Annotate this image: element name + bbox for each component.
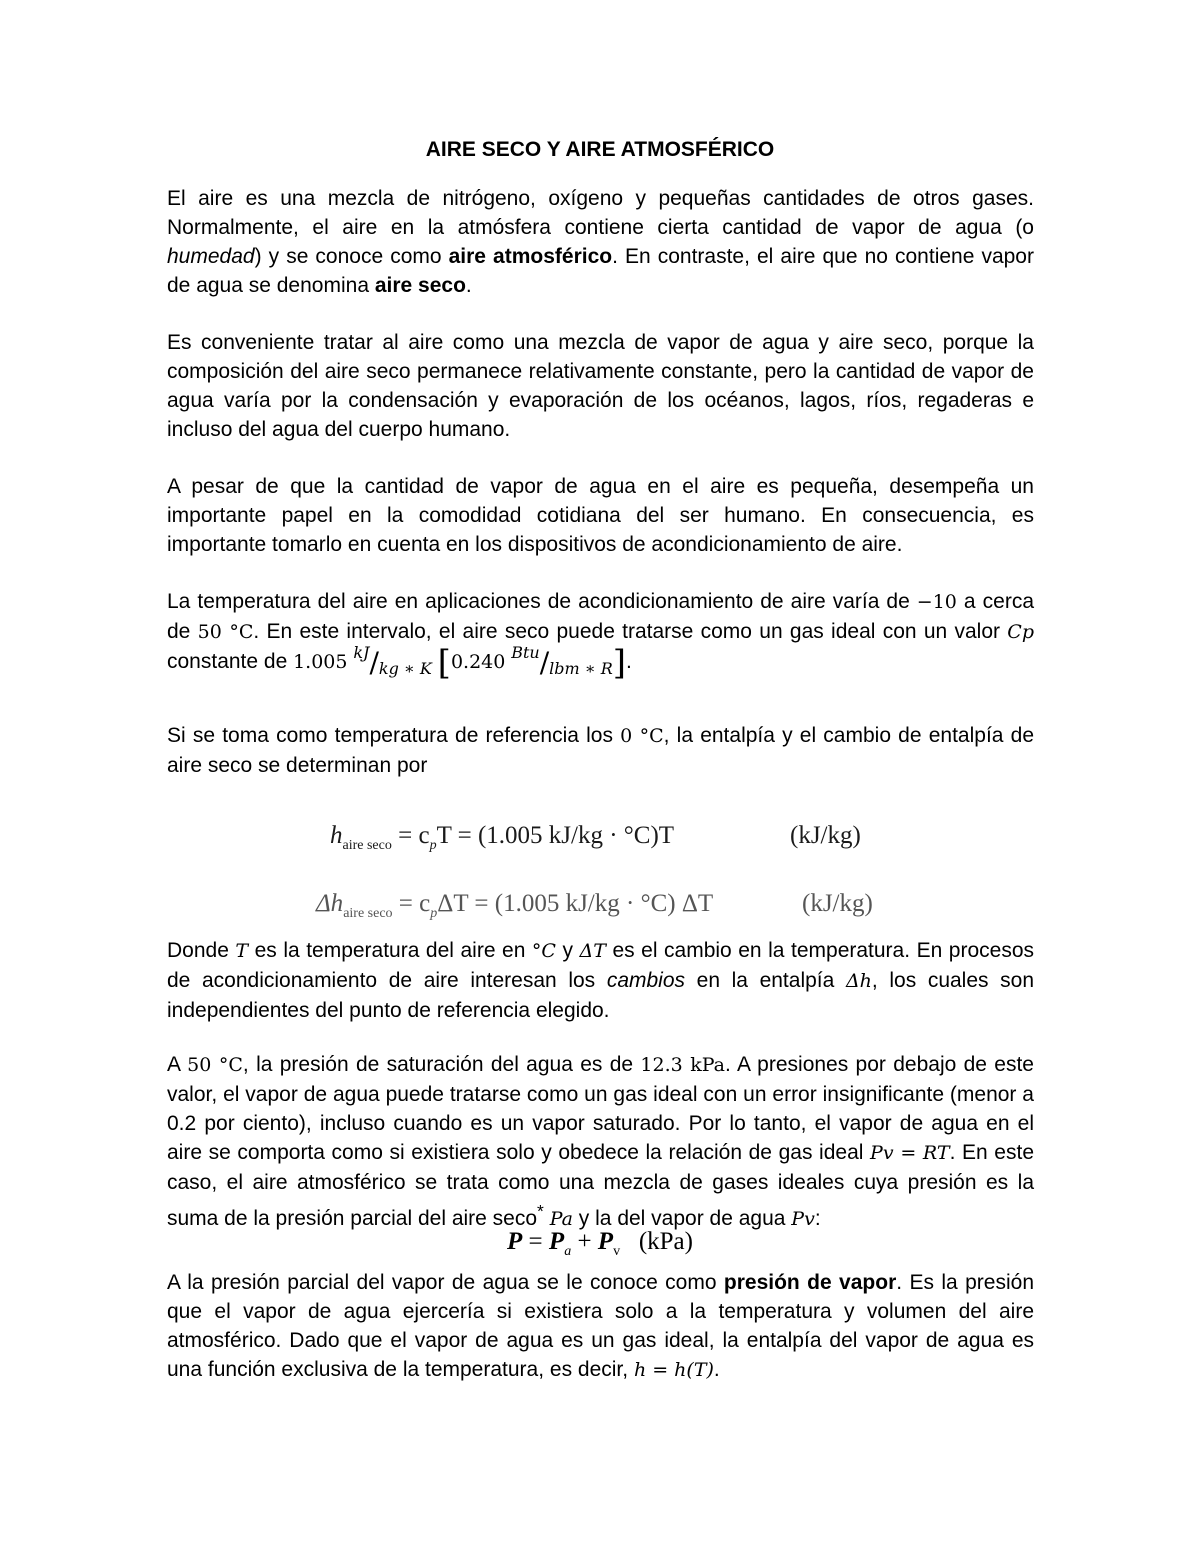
fraction-numerator: kJ — [353, 643, 370, 662]
eq-rhs-subscript: p — [429, 838, 437, 853]
text: . A presiones por debajo de este valor, el vapor de agua puede tratarse como un gas ideal con un error insignificante (menor a 0.2 por ciento), incluso cuando es un vapor saturado. Por lo tanto, el vapor de agua en el aire se comporta como si existiera solo y obedece la relación de gas ideal — [167, 1053, 1034, 1164]
text: y la del vapor de agua — [572, 1207, 792, 1230]
math-zero-celsius: 0 °C — [620, 725, 664, 747]
paragraph-intro — [167, 184, 1034, 300]
text: . Es la presión que el vapor de agua ejercería si existiera solo a la temperatura y volumen del aire atmosférico. Dado que el vapor de agua es un gas ideal, la entalpía del vapor de agua es una función exclusiva de la temperatura, es decir, — [167, 1271, 1034, 1381]
equation-enthalpy — [330, 822, 890, 854]
fraction-btu-per-lbmr — [511, 643, 613, 679]
math-minus-ten: −10 — [916, 591, 957, 613]
math-pressure-value: 12.3 kPa — [640, 1054, 726, 1076]
emphasis-cambios: cambios — [606, 969, 686, 992]
math-pa: Pa — [549, 1208, 573, 1230]
fraction-numerator: Btu — [511, 643, 540, 662]
text: ) y se conoce como — [254, 245, 449, 268]
text: La temperatura del aire en aplicaciones de acondicionamiento de aire varía de — [167, 590, 917, 613]
text: a cerca de — [167, 590, 1034, 643]
eq-unit: (kPa) — [638, 1228, 693, 1255]
equation-enthalpy-change — [316, 890, 896, 922]
text: , la entalpía y el cambio de entalpía de aire seco se determinan por — [167, 724, 1034, 777]
bold-aire-seco: aire seco — [374, 274, 466, 297]
math-t: T — [235, 940, 249, 962]
text: , la presión de saturación del agua es de — [242, 1053, 641, 1076]
paragraph-reference — [167, 721, 1034, 780]
text: Donde — [167, 939, 236, 962]
eq-rhs: = c — [392, 890, 431, 917]
eq-lhs-subscript: aire seco — [342, 838, 392, 853]
text: . — [713, 1358, 720, 1381]
bold-aire-atmosferico: aire atmosférico — [448, 245, 613, 268]
fraction-kj-per-kgk — [353, 643, 432, 679]
footnote-marker: * — [537, 1201, 544, 1221]
eq-pa-subscript: a — [564, 1244, 572, 1259]
fraction-slash: / — [539, 646, 550, 679]
math-fifty-celsius: 50 °C — [197, 621, 254, 643]
text: : — [814, 1207, 821, 1230]
math-pv: Pv — [791, 1208, 815, 1230]
equation-total-pressure — [0, 1228, 1200, 1260]
text: constante de — [167, 650, 294, 673]
eq-rhs-subscript: p — [430, 906, 438, 921]
bracket-close: ] — [612, 643, 627, 683]
paragraph-temperature-range — [167, 587, 1034, 683]
eq-unit: (kJ/kg) — [790, 822, 861, 849]
math-value-0240: 0.240 — [450, 651, 506, 673]
paragraph-saturation — [167, 1050, 1034, 1234]
text: en la entalpía — [685, 969, 846, 992]
text: . En contraste, el aire que no contiene vapor de agua se denomina — [167, 245, 1034, 297]
text: El aire es una mezcla de nitrógeno, oxígeno y pequeñas cantidades de otros gases. Normalmente, el aire en la atmósfera contiene cierta cantidad de vapor de agua (o — [167, 187, 1034, 239]
text: . En este caso, el aire atmosférico se trata como una mezcla de gases ideales cuya presión es la suma de la presión parcial del aire seco — [167, 1141, 1034, 1230]
text: y — [555, 939, 580, 962]
eq-rhs-expression: T = (1.005 kJ/kg · °C)T — [436, 822, 675, 849]
eq-lhs: h — [330, 822, 343, 849]
math-fifty-celsius: 50 °C — [187, 1054, 243, 1076]
eq-pa: P — [548, 1228, 565, 1255]
paragraph-importance: A pesar de que la cantidad de vapor de agua en el aire es pequeña, desempeña un importante papel en la comodidad cotidiana del ser humano. En consecuencia, es importante tomarlo en cuenta en los dispositivos de acondicionamiento de aire. — [167, 475, 1034, 556]
text: . En este intervalo, el aire seco puede tratarse como un gas ideal con un valor — [253, 620, 1008, 643]
emphasis-humedad: humedad — [167, 245, 255, 268]
text: . — [465, 274, 472, 297]
eq-lhs: Δh — [316, 890, 344, 917]
text: Si se toma como temperatura de referencia los — [167, 724, 621, 747]
fraction-denominator: kg ∗ K — [378, 659, 432, 678]
text: A — [167, 1053, 188, 1076]
text: es el cambio en la temperatura. En procesos de acondicionamiento de aire interesan los — [167, 939, 1035, 992]
math-h-of-t: h = h(T) — [633, 1359, 714, 1381]
bold-presion-de-vapor: presión de vapor — [723, 1271, 897, 1294]
eq-p: P — [507, 1228, 523, 1255]
eq-rhs-expression: ΔT = (1.005 kJ/kg · °C) ΔT — [437, 890, 714, 917]
math-delta-h: Δh — [845, 970, 872, 992]
paragraph-where — [167, 936, 1034, 1025]
eq-equals: = — [522, 1228, 549, 1255]
eq-unit: (kJ/kg) — [802, 890, 873, 917]
math-delta-t: ΔT — [579, 940, 606, 962]
eq-pv-subscript: v — [613, 1244, 621, 1259]
text: , los cuales son independientes del punto de referencia elegido. — [167, 969, 1035, 1022]
fraction-slash: / — [369, 646, 379, 679]
math-value-1005: 1.005 — [293, 651, 348, 673]
text: A la presión parcial del vapor de agua se le conoce como — [167, 1271, 724, 1294]
math-rt: RT — [922, 1142, 950, 1164]
document-title: AIRE SECO Y AIRE ATMOSFÉRICO — [425, 138, 775, 161]
math-pv-equals: Pv = — [870, 1142, 917, 1164]
eq-lhs-subscript: aire seco — [343, 906, 393, 921]
bracket-open: [ — [437, 643, 451, 683]
paragraph-vapor-pressure — [167, 1268, 1034, 1385]
math-cp: Cp — [1007, 621, 1034, 643]
eq-rhs: = c — [391, 822, 430, 849]
math-celsius: °C — [531, 940, 556, 962]
text: es la temperatura del aire en — [248, 939, 532, 962]
eq-pv: P — [597, 1228, 614, 1255]
eq-plus: + — [571, 1228, 598, 1255]
fraction-denominator: lbm ∗ R — [549, 659, 613, 678]
text: . — [626, 650, 632, 673]
paragraph-mixture: Es conveniente tratar al aire como una mezcla de vapor de agua y aire seco, porque la composición del aire seco permanece relativamente constante, pero la cantidad de vapor de agua varía por la condensación y evaporación de los océanos, lagos, ríos, regaderas e incluso del agua del cuerpo humano. — [167, 331, 1034, 441]
